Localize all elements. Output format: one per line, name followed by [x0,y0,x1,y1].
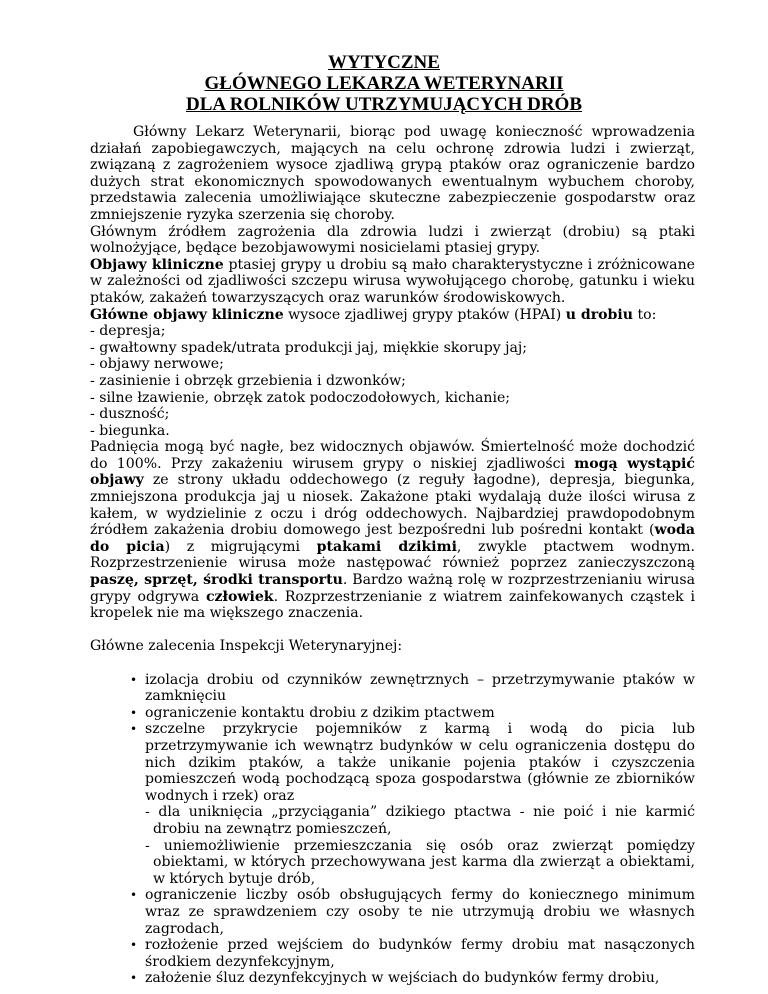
bullet-icon: • [130,938,138,953]
list-item: - zasinienie i obrzęk grzebienia i dzwonków; [90,372,406,389]
deaths-bold-2: woda do picia [90,522,695,555]
recommendations-list [90,672,695,987]
list-item: - objawy nerwowe; [90,356,224,373]
title-line-1: WYTYCZNE [328,52,440,73]
recommendation-subitems [145,804,695,887]
main-symptoms-end: to: [632,306,657,323]
paragraph-gap [90,655,695,672]
recommendation-item [90,970,695,987]
bullet-icon: • [130,672,138,687]
recommendations-heading: Główne zalecenia Inspekcji Weterynaryjnej: [90,638,403,655]
paragraph-gap [90,622,695,639]
recommendation-item [90,721,695,887]
deaths-text-2: ze strony układu oddechowego (z reguły łagodne), depresja, biegunka, zmniejszona produkcja jaj u niosek. Zakażone ptaki wydalają duże ilości wirusa z kałem, w wydzielinie z oczu i dróg oddechowych. Najbardziej prawdopodobnym źródłem zakażenia drobiu domowego jest bezpośredni lub pośredni kontakt ( [90,472,695,539]
clinical-paragraph [90,257,695,307]
recommendation-item [90,672,695,705]
deaths-text-4: , zwykle ptactwem wodnym. Rozprzestrzenienie wirusa może następować również poprzez zanieczyszczoną [90,538,695,572]
symptoms-list [90,323,695,439]
main-symptoms-bold: Główne objawy kliniczne [90,306,284,323]
recommendation-text: rozłożenie przed wejściem do budynków fermy drobiu mat nasączonych środkiem dezynfekcyjnym, [145,937,695,970]
deaths-text-5: . Bardzo ważną rolę w rozprzestrzenianiu wirusa grypy odgrywa [90,572,695,605]
clinical-text: ptasiej grypy u drobiu są mało charakterystyczne i zróżnicowane w zależności od zjadliwości szczepu wirusa wywołującego chorobę, gatunku i wieku ptaków, zakażeń towarzyszących oraz warunków środowiskowych. [90,256,695,306]
deaths-bold-1: mogą wystąpić objawy [90,455,695,489]
main-symptoms-heading [90,307,695,324]
recommendation-text: ograniczenie kontaktu drobiu z dzikim ptactwem [145,704,495,721]
source-paragraph: Głównym źródłem zagrożenia dla zdrowia ludzi i zwierząt (drobiu) są ptaki wolnożyjące, będące bezobjawowymi nosicielami ptasiej grypy. [90,223,695,257]
deaths-paragraph [90,439,695,622]
title-line-3: DLA ROLNIKÓW UTRZYMUJĄCYCH DRÓB [185,94,583,115]
recommendation-item [90,937,695,970]
recommendation-subitem: - dla uniknięcia „przyciągania” dzikiego ptactwa - nie poić i nie karmić drobiu na zewnątrz pomieszczeń, [145,804,695,837]
recommendation-text: izolacja drobiu od czynników zewnętrznych – przetrzymywanie ptaków w zamknięciu [145,671,695,705]
recommendation-text: ograniczenie liczby osób obsługujących fermy do koniecznego minimum wraz ze sprawdzeniem czy osoby te nie utrzymują drobiu we własnych zagrodach, [145,887,695,937]
main-symptoms-text: wysoce zjadliwej grypy ptaków (HPAI) [283,306,566,323]
title-line-2: GŁÓWNEGO LEKARZA WETERYNARII [204,73,564,94]
deaths-text-3: ) z migrującymi [164,538,317,555]
bullet-icon: • [130,971,138,986]
bullet-icon: • [130,705,138,720]
recommendation-text: założenie śluz dezynfekcyjnych w wejściach do budynków fermy drobiu, [145,970,660,987]
list-item: - biegunka. [90,422,170,439]
bullet-icon: • [130,722,138,737]
list-item: - duszność; [90,406,170,423]
deaths-bold-4: paszę, sprzęt, środki transportu [90,572,343,589]
list-item: - silne łzawienie, obrzęk zatok podoczodołowych, kichanie; [90,389,511,406]
recommendation-item [90,887,695,937]
bullet-icon: • [130,888,138,903]
main-symptoms-bold-2: u drobiu [565,306,633,323]
list-item: - gwałtowny spadek/utrata produkcji jaj, miękkie skorupy jaj; [90,339,528,356]
intro-paragraph: Główny Lekarz Weterynarii, biorąc pod uwagę konieczność wprowadzenia działań zapobiegawczych, mających na celu ochronę zdrowia ludzi i zwierząt, związaną z zagrożeniem wysoce zjadliwą grypą ptaków oraz ograniczenie bardzo dużych strat ekonomicznych spowodowanych ewentualnym wybuchem choroby, przedstawia zalecenia umożliwiające skuteczne zabezpieczenie gospodarstw oraz zmniejszenie ryzyka szerzenia się choroby. [90,124,695,223]
list-item: - depresja; [90,323,166,340]
clinical-bold: Objawy kliniczne [90,256,224,273]
recommendation-item [90,705,695,722]
recommendation-text: szczelne przykrycie pojemników z karmą i wodą do picia lub przetrzymywanie ich wewnątrz budynków w celu ograniczenia dostępu do nich dzikim ptaków, a także unikanie pojenia ptaków i czyszczenia pomieszczeń wodą pochodzącą spoza gospodarstwa (głównie ze zbiorników wodnych i rzek) oraz [145,721,695,804]
deaths-text-1: Padnięcia mogą być nagłe, bez widocznych objawów. Śmiertelność może dochodzić do 100%. Przy zakażeniu wirusem grypy o niskiej zjadliwości [90,439,695,472]
deaths-bold-5: człowiek [205,588,274,605]
recommendation-subitem: - uniemożliwienie przemieszczania się osób oraz zwierząt pomiędzy obiektami, w których przechowywana jest karma dla zwierząt a obiektami, w których bytuje drób, [145,837,695,887]
deaths-text-6: . Rozprzestrzenianie z wiatrem zainfekowanych cząstek i kropelek nie ma większego znaczenia. [90,588,695,622]
document-body [90,124,695,987]
deaths-bold-3: ptakami dzikimi [316,538,457,555]
